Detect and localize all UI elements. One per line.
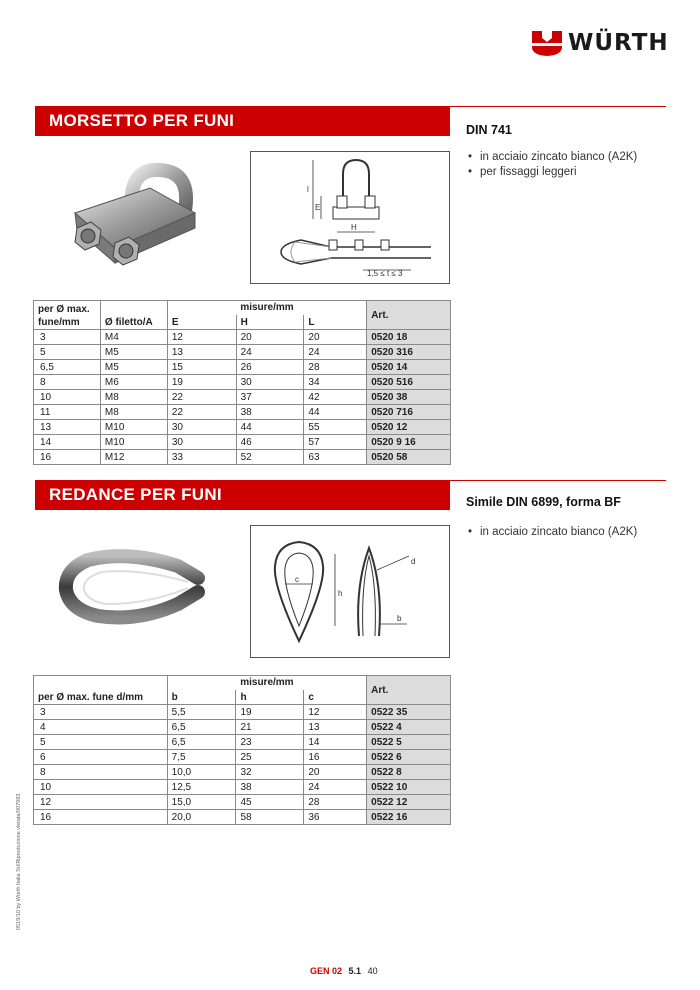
art-number-cell: 0522 16 xyxy=(367,810,451,825)
table-cell: 19 xyxy=(167,375,236,390)
table-cell: 5 xyxy=(34,735,168,750)
thimble-photo xyxy=(58,548,208,628)
table-row xyxy=(34,390,451,405)
table-row xyxy=(34,345,451,360)
art-number-cell: 0520 9 16 xyxy=(367,435,451,450)
bullet-item: • in acciaio zincato bianco (A2K) xyxy=(466,150,637,165)
table-cell: M8 xyxy=(100,405,167,420)
table-cell: 12 xyxy=(167,330,236,345)
table-cell: 8 xyxy=(34,375,101,390)
table-cell: 5 xyxy=(34,345,101,360)
art-number-cell: 0520 716 xyxy=(367,405,451,420)
table-row xyxy=(34,405,451,420)
table-row xyxy=(34,330,451,345)
table-row xyxy=(34,420,451,435)
art-number-cell: 0522 5 xyxy=(367,735,451,750)
table-cell: 30 xyxy=(167,420,236,435)
col-header-art: Art. xyxy=(367,301,451,330)
col-header-misure: misure/mm xyxy=(167,301,366,316)
art-number-cell: 0520 316 xyxy=(367,345,451,360)
table-cell: 24 xyxy=(236,345,304,360)
table-cell: 63 xyxy=(304,450,367,465)
technical-drawing-redance xyxy=(250,525,450,658)
col-header-filetto: Ø filetto/A xyxy=(100,301,167,330)
table-row xyxy=(34,705,451,720)
col-header-misure: misure/mm xyxy=(167,676,367,691)
page-footer xyxy=(310,966,378,976)
art-number-cell: 0522 10 xyxy=(367,780,451,795)
table-cell: 22 xyxy=(167,405,236,420)
art-number-cell: 0520 18 xyxy=(367,330,451,345)
art-number-cell: 0522 8 xyxy=(367,765,451,780)
table-cell: 15 xyxy=(167,360,236,375)
spec-din6899: Simile DIN 6899, forma BF xyxy=(466,495,621,509)
footer-code: GEN 02 xyxy=(310,966,343,976)
table-cell: 16 xyxy=(34,450,101,465)
table-cell: 15,0 xyxy=(167,795,236,810)
table-cell: M4 xyxy=(100,330,167,345)
bullet-item: • in acciaio zincato bianco (A2K) xyxy=(466,525,637,540)
table-cell: 7,5 xyxy=(167,750,236,765)
table-cell: 42 xyxy=(304,390,367,405)
col-header-art: Art. xyxy=(367,676,451,705)
table-cell: 24 xyxy=(304,780,367,795)
bullet-list-redance xyxy=(466,525,637,540)
table-cell: 24 xyxy=(304,345,367,360)
table-row xyxy=(34,720,451,735)
art-number-cell: 0522 6 xyxy=(367,750,451,765)
table-cell: 11 xyxy=(34,405,101,420)
col-header-fune: per Ø max. fune/mm xyxy=(34,301,101,330)
label-c: c xyxy=(295,575,299,584)
spec-din741: DIN 741 xyxy=(466,123,512,137)
table-cell: 16 xyxy=(34,810,168,825)
table-cell: 28 xyxy=(304,795,367,810)
table-row xyxy=(34,735,451,750)
section-divider xyxy=(450,480,666,481)
table-cell: 6,5 xyxy=(34,360,101,375)
label-rule: 1,5 ≤ t ≤ 3 xyxy=(367,269,403,278)
table-cell: 32 xyxy=(236,765,304,780)
art-number-cell: 0522 12 xyxy=(367,795,451,810)
table-cell: 14 xyxy=(34,435,101,450)
bullet-item: • per fissaggi leggeri xyxy=(466,165,637,180)
art-number-cell: 0520 38 xyxy=(367,390,451,405)
table-cell: 13 xyxy=(167,345,236,360)
label-b: b xyxy=(397,614,402,623)
art-number-cell: 0520 58 xyxy=(367,450,451,465)
wurth-logo-icon xyxy=(532,29,562,57)
table-cell: 34 xyxy=(304,375,367,390)
table-cell: 20 xyxy=(304,765,367,780)
col-header-e: E xyxy=(167,315,236,330)
table-cell: 20,0 xyxy=(167,810,236,825)
table-cell: 13 xyxy=(304,720,367,735)
art-number-cell: 0522 4 xyxy=(367,720,451,735)
table-cell: 20 xyxy=(304,330,367,345)
wurth-logo xyxy=(532,27,669,59)
table-cell: 10,0 xyxy=(167,765,236,780)
table-cell: 37 xyxy=(236,390,304,405)
table-row xyxy=(34,375,451,390)
side-credit: 0519/10 by Würth Italia Srl/Riproduzione vietata/007983 xyxy=(16,793,22,930)
brand-name: WÜRTH xyxy=(568,30,669,56)
table-cell: 4 xyxy=(34,720,168,735)
table-cell: 46 xyxy=(236,435,304,450)
table-cell: M5 xyxy=(100,360,167,375)
table-row xyxy=(34,435,451,450)
table-cell: M12 xyxy=(100,450,167,465)
table-cell: 44 xyxy=(304,405,367,420)
table-row xyxy=(34,810,451,825)
table-cell: 30 xyxy=(167,435,236,450)
col-header-b: b xyxy=(167,690,236,705)
table-cell: M6 xyxy=(100,375,167,390)
table-cell: 25 xyxy=(236,750,304,765)
table-cell: 16 xyxy=(304,750,367,765)
table-cell: 19 xyxy=(236,705,304,720)
wire-rope-clip-photo xyxy=(55,158,205,283)
table-cell: 52 xyxy=(236,450,304,465)
section-title-redance: REDANCE PER FUNI xyxy=(35,480,450,510)
table-cell: 8 xyxy=(34,765,168,780)
table-row xyxy=(34,795,451,810)
col-header-h: H xyxy=(236,315,304,330)
table-cell: 57 xyxy=(304,435,367,450)
table-cell: 12 xyxy=(304,705,367,720)
table-cell: 12 xyxy=(34,795,168,810)
section-divider xyxy=(450,106,666,107)
spec-table-morsetto xyxy=(33,300,451,465)
table-cell: 14 xyxy=(304,735,367,750)
table-cell: 58 xyxy=(236,810,304,825)
table-cell: 21 xyxy=(236,720,304,735)
table-cell: 55 xyxy=(304,420,367,435)
col-header-fune: per Ø max. fune d/mm xyxy=(34,676,168,705)
table-cell: 3 xyxy=(34,705,168,720)
table-cell: 45 xyxy=(236,795,304,810)
table-cell: 6 xyxy=(34,750,168,765)
technical-drawing-morsetto xyxy=(250,151,450,284)
table-cell: M8 xyxy=(100,390,167,405)
table-cell: 22 xyxy=(167,390,236,405)
table-cell: 33 xyxy=(167,450,236,465)
table-cell: 38 xyxy=(236,405,304,420)
section-title-morsetto: MORSETTO PER FUNI xyxy=(35,106,450,136)
table-cell: 23 xyxy=(236,735,304,750)
table-cell: 6,5 xyxy=(167,735,236,750)
art-number-cell: 0520 12 xyxy=(367,420,451,435)
label-l: l xyxy=(307,185,309,194)
table-cell: 44 xyxy=(236,420,304,435)
label-h: h xyxy=(338,589,343,598)
bullet-list-morsetto xyxy=(466,150,637,180)
col-header-h: h xyxy=(236,690,304,705)
label-h: H xyxy=(351,223,357,232)
table-cell: 36 xyxy=(304,810,367,825)
table-cell: 38 xyxy=(236,780,304,795)
label-d: d xyxy=(411,557,416,566)
art-number-cell: 0520 14 xyxy=(367,360,451,375)
table-cell: 20 xyxy=(236,330,304,345)
table-cell: M5 xyxy=(100,345,167,360)
table-row xyxy=(34,450,451,465)
table-cell: 3 xyxy=(34,330,101,345)
footer-section: 5.1 xyxy=(348,966,362,976)
table-row xyxy=(34,765,451,780)
table-row xyxy=(34,360,451,375)
table-cell: 10 xyxy=(34,390,101,405)
art-number-cell: 0520 516 xyxy=(367,375,451,390)
table-cell: 10 xyxy=(34,780,168,795)
table-cell: 28 xyxy=(304,360,367,375)
spec-table-redance xyxy=(33,675,451,825)
table-cell: M10 xyxy=(100,420,167,435)
label-e: E xyxy=(315,203,321,212)
table-cell: 6,5 xyxy=(167,720,236,735)
table-cell: M10 xyxy=(100,435,167,450)
col-header-l: L xyxy=(304,315,367,330)
table-cell: 12,5 xyxy=(167,780,236,795)
table-cell: 5,5 xyxy=(167,705,236,720)
table-cell: 30 xyxy=(236,375,304,390)
table-cell: 13 xyxy=(34,420,101,435)
table-cell: 26 xyxy=(236,360,304,375)
table-row xyxy=(34,780,451,795)
art-number-cell: 0522 35 xyxy=(367,705,451,720)
table-row xyxy=(34,750,451,765)
col-header-c: c xyxy=(304,690,367,705)
footer-page: 40 xyxy=(367,966,378,976)
